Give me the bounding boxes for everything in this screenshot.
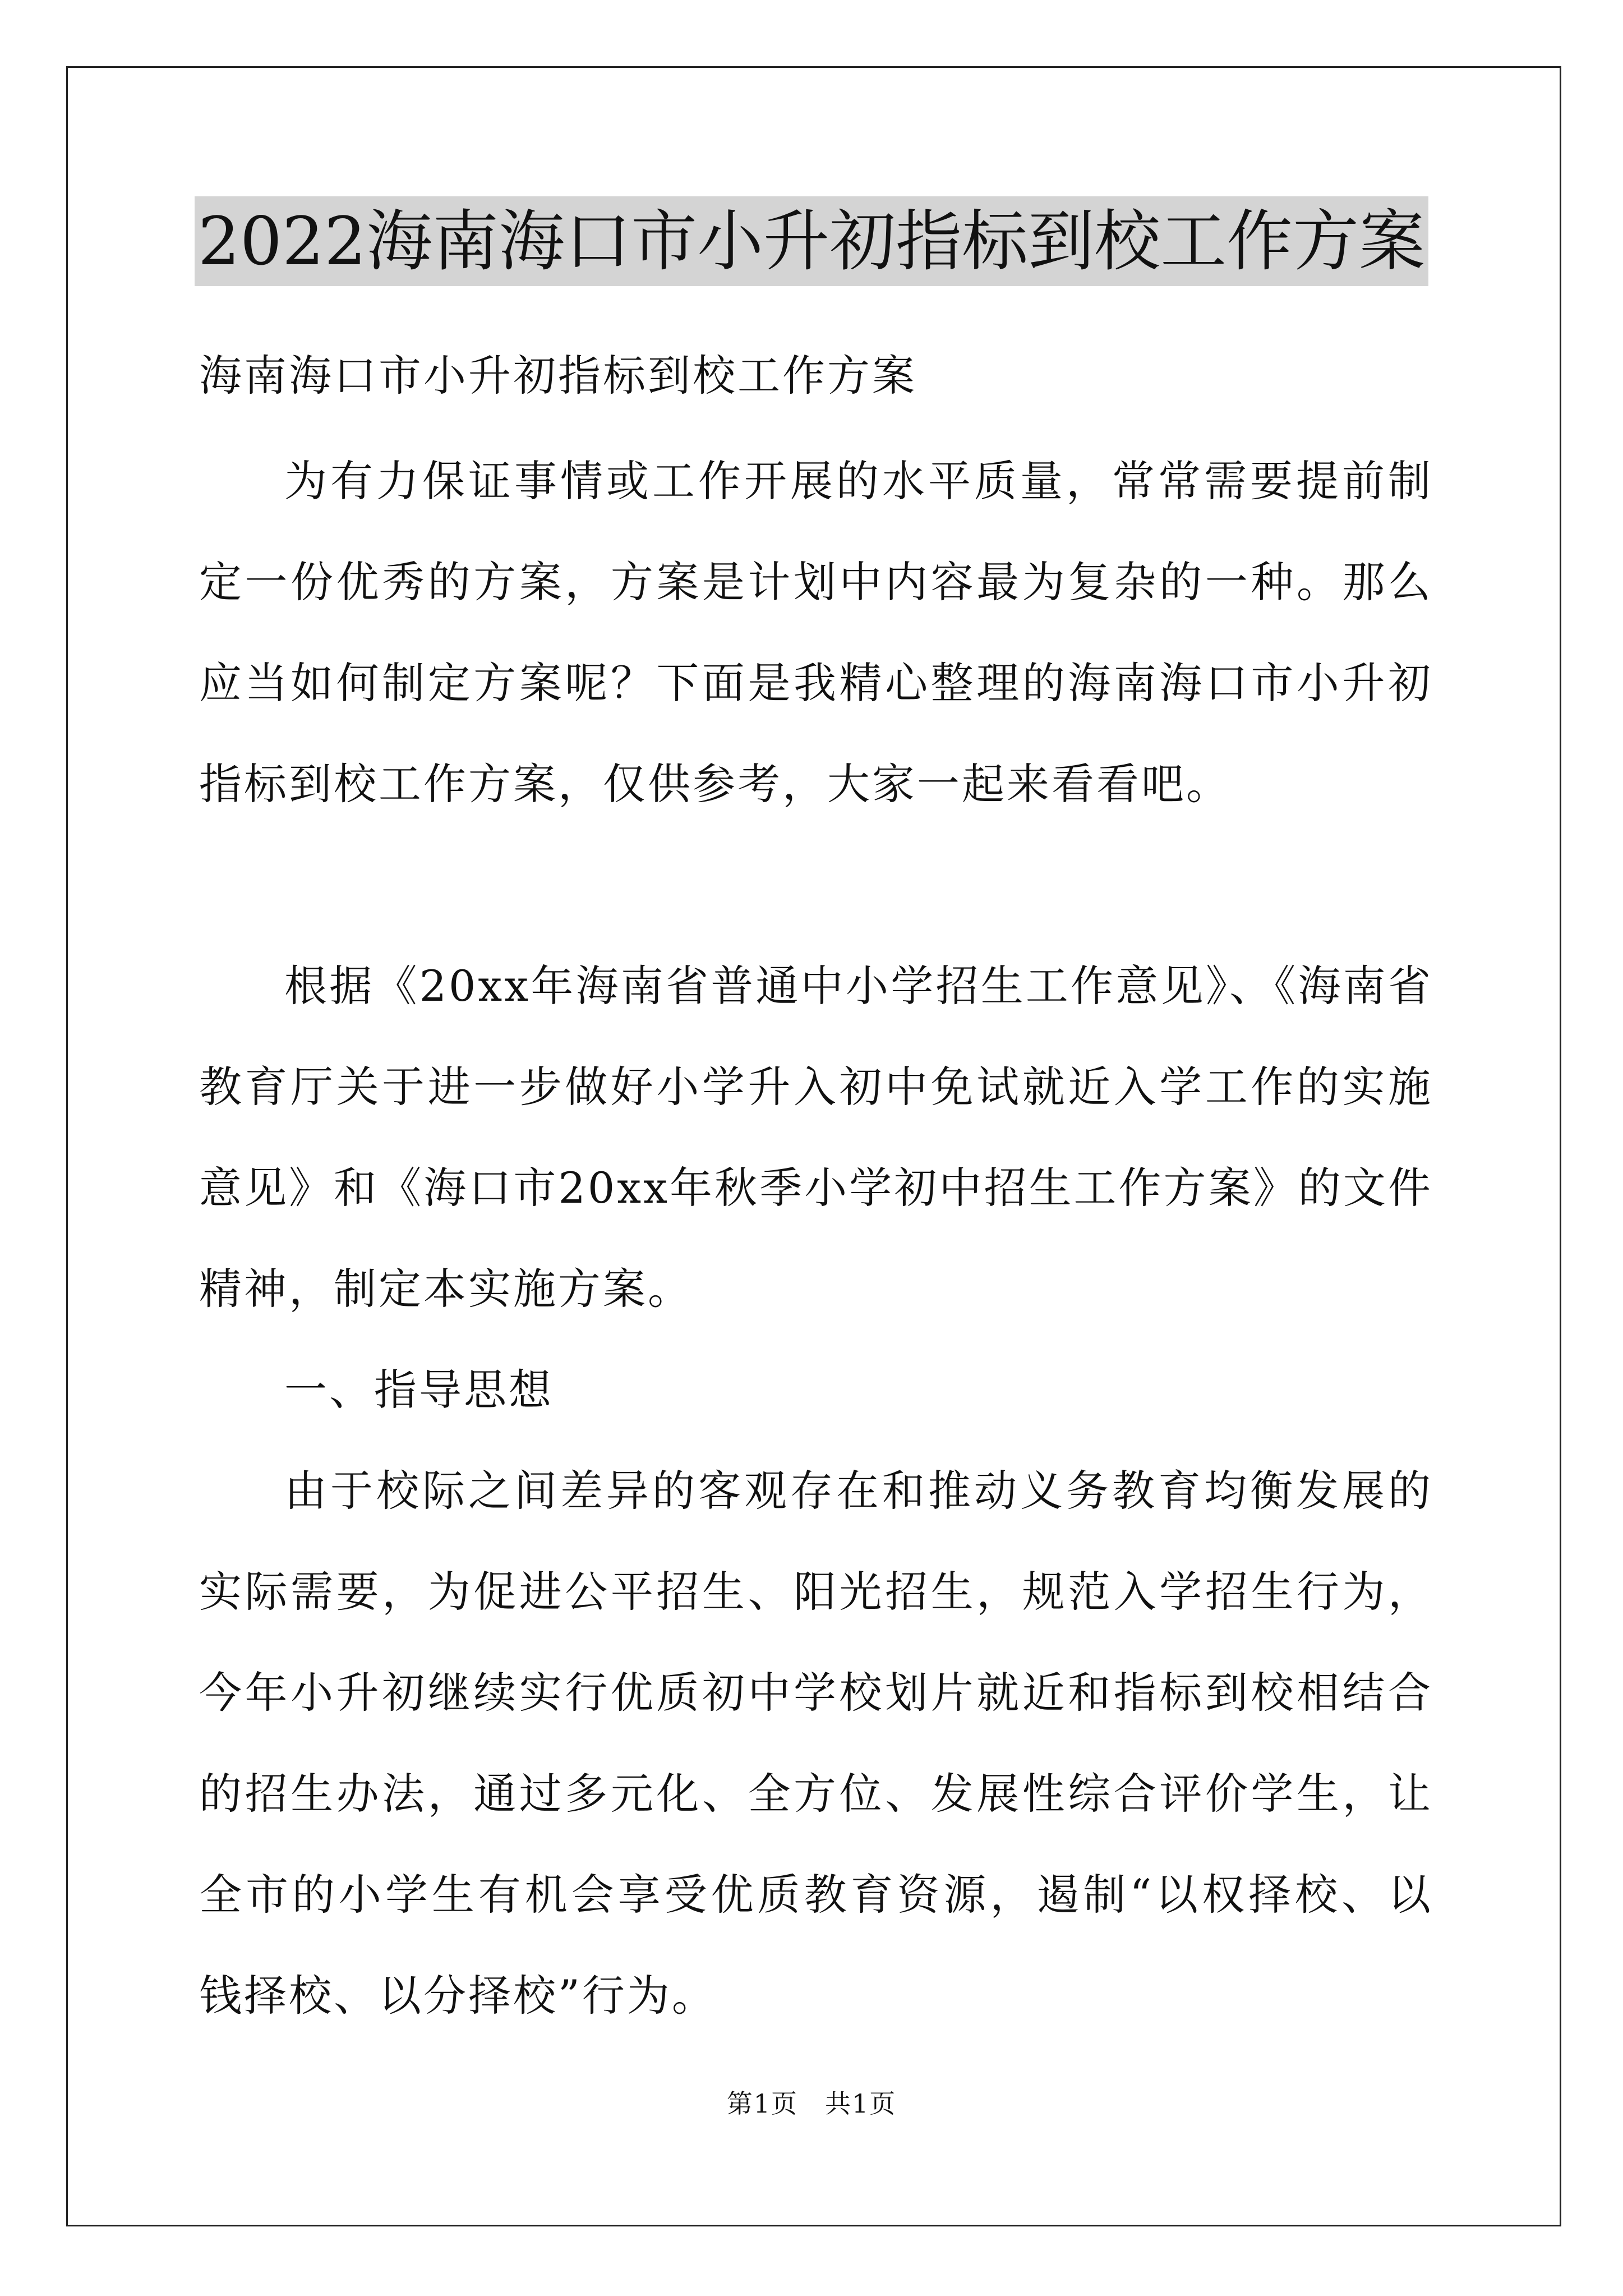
- title-container: [0, 196, 1623, 286]
- guiding-thought-paragraph: 由于校际之间差异的客观存在和推动义务教育均衡发展的实际需要，为促进公平招生、阳光招生，规范入学招生行为，今年小升初继续实行优质初中学校划片就近和指标到校相结合的招生办法，通过多元化、全方位、发展性综合评价学生，让全市的小学生有机会享受优质教育资源，遏制“以权择校、以钱择校、以分择校”行为。: [199, 1466, 1433, 2021]
- document-title: 2022海南海口市小升初指标到校工作方案: [195, 196, 1428, 286]
- document-body: [199, 337, 1433, 2046]
- basis-paragraph: 根据《20xx年海南省普通中小学招生工作意见》、《海南省教育厅关于进一步做好小学升入初中免试就近入学工作的实施意见》和《海口市20xx年秋季小学初中招生工作方案》的文件精神，制定本实施方案。: [199, 961, 1433, 1314]
- intro-paragraph: 为有力保证事情或工作开展的水平质量，常常需要提前制定一份优秀的方案，方案是计划中内容最为复杂的一种。那么应当如何制定方案呢？下面是我精心整理的海南海口市小升初指标到校工作方案，仅供参考，大家一起来看看吧。: [199, 456, 1433, 809]
- section-heading-guiding-thought: 一、指导思想: [284, 1365, 554, 1415]
- page-footer: 第1页 共1页: [726, 2088, 897, 2119]
- document-subtitle: 海南海口市小升初指标到校工作方案: [199, 351, 917, 401]
